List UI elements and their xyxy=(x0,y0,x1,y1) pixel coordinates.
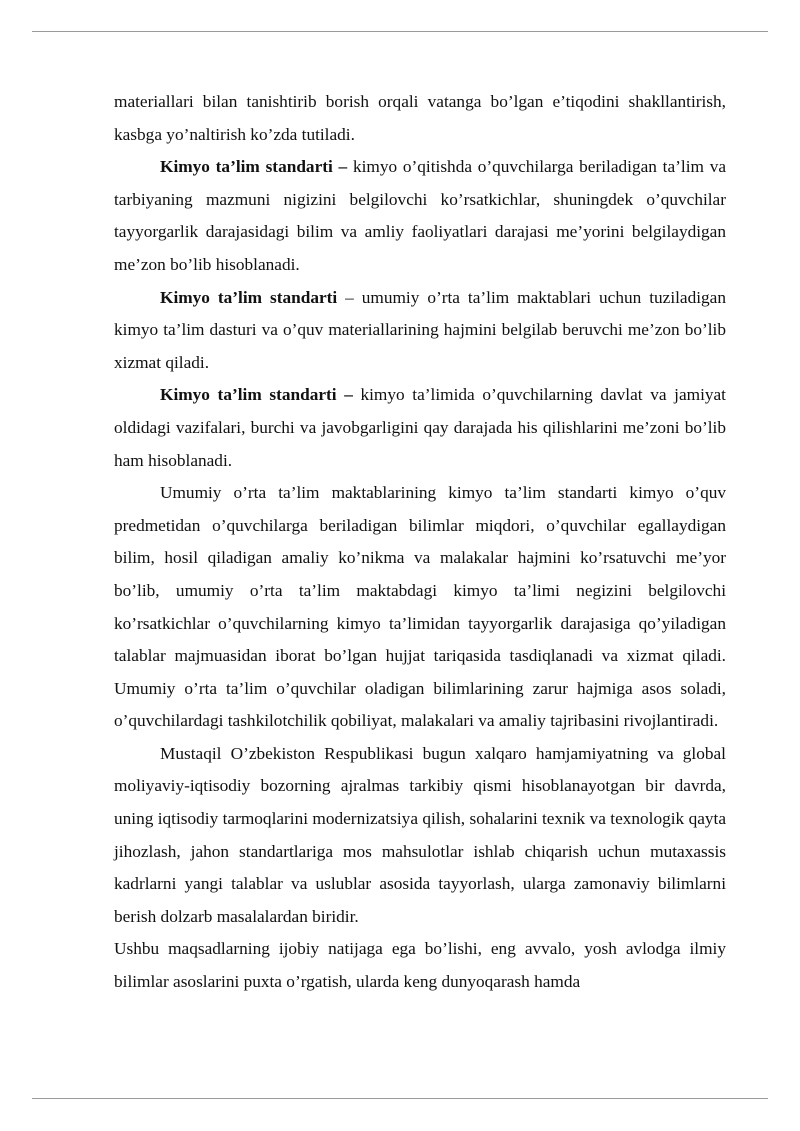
paragraph-republic xyxy=(114,738,726,934)
paragraph-standard-definition-1 xyxy=(114,151,726,281)
paragraph-school-standard xyxy=(114,477,726,738)
document-body xyxy=(114,86,726,999)
paragraph-text: Mustaqil O’zbekiston Respublikasi bugun xalqaro hamjamiyatning va global moliyaviy-iqtisodiy bozorning ajralmas tarkibiy qismi hisoblanayotgan bir davrda, uning iqtisodiy tarmoqlarini modernizatsiya qilish, sohalarini texnik va texnologik qayta jihozlash, jahon standartlariga mos mahsulotlar ishlab chiqarish uchun mutaxassis kadrlarni yangi talablar va uslublar asosida tayyorlash, ularga zamonaviy bilimlarni berish dolzarb masalalardan biridir. xyxy=(114,743,726,926)
paragraph-text: Umumiy o’rta ta’lim maktablarining kimyo ta’lim standarti kimyo o’quv predmetidan o’quvchilarga beriladigan bilimlar miqdori, o’quvchilar egallaydigan bilim, hosil qiladigan amaliy ko’nikma va malakalar hajmini ko’rsatuvchi me’yor bo’lib, umumiy o’rta ta’lim maktabdagi kimyo ta’limi negizini belgilovchi ko’rsatkichlar o’quvchilarning kimyo ta’limidan tayyorgarlik darajasiga qo’yiladigan talablar majmuasidan iborat bo’lgan hujjat tariqasida tasdiqlanadi va xizmat qiladi. Umumiy o’rta ta’lim o’quvchilar oladigan bilimlarining zarur hajmiga asos soladi, o’quvchilardagi tashkilotchilik qobiliyat, malakalari va amaliy tajribasini rivojlantiradi. xyxy=(114,483,726,731)
paragraph-text: materiallari bilan tanishtirib borish orqali vatanga bo’lgan e’tiqodini shakllantirish, kasbga yo’naltirish ko’zda tutiladi. xyxy=(114,92,726,144)
paragraph-term: Kimyo ta’lim standarti – xyxy=(160,385,353,405)
paragraph-text: Ushbu maqsadlarning ijobiy natijaga ega bo’lishi, eng avvalo, yosh avlodga ilmiy bilimlar asoslarini puxta o’rgatish, ularda keng dunyoqarash hamda xyxy=(114,939,726,992)
paragraph-text: – umumiy o’rta ta’lim maktablari uchun tuziladigan kimyo ta’lim dasturi va o’quv materiallarining hajmini belgilab beruvchi me’zon bo’lib xizmat qiladi. xyxy=(114,287,726,372)
paragraph-goals xyxy=(114,933,726,998)
paragraph-term: Kimyo ta’lim standarti xyxy=(160,287,338,307)
paragraph-continuation xyxy=(114,86,726,151)
paragraph-standard-definition-2 xyxy=(114,282,726,380)
footer-rule xyxy=(32,1098,768,1099)
paragraph-text: kimyo ta’limida o’quvchilarning davlat va jamiyat oldidagi vazifalari, burchi va javobgarligini qay darajada his qilishlarini me’zoni bo’lib ham hisoblanadi. xyxy=(114,385,726,470)
paragraph-standard-definition-3 xyxy=(114,379,726,477)
paragraph-text: kimyo o’qitishda o’quvchilarga beriladigan ta’lim va tarbiyaning mazmuni nigizini belgilovchi ko’rsatkichlar, shuningdek o’quvchilar tayyorgarlik darajasidagi bilim va amliy faoliyatlari darajasi me’yorini belgilaydigan me’zon bo’lib hisoblanadi. xyxy=(114,157,726,274)
paragraph-term: Kimyo ta’lim standarti – xyxy=(160,157,348,177)
header-rule xyxy=(32,31,768,32)
